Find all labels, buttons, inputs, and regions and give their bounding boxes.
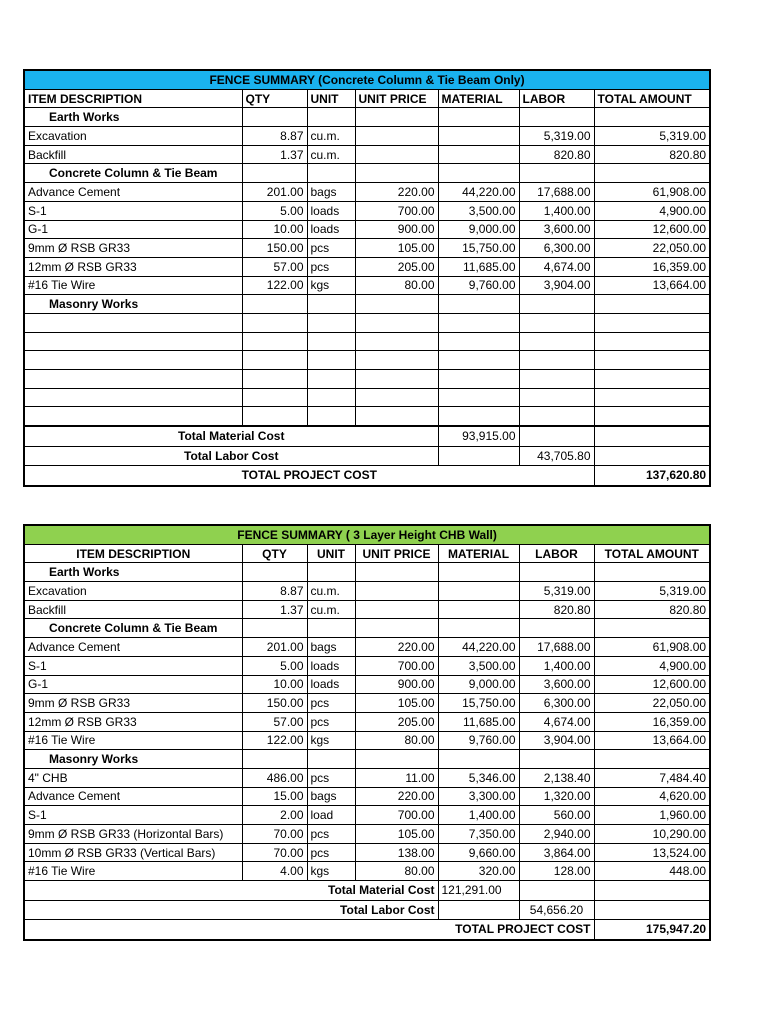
item-unit-price: 205.00: [355, 257, 438, 276]
total-labor-row: [24, 900, 710, 920]
section-title: Earth Works: [24, 108, 242, 127]
item-qty: 70.00: [242, 843, 307, 862]
item-labor: 820.80: [519, 145, 594, 164]
header-unit-price: UNIT PRICE: [355, 544, 438, 563]
item-labor: 4,674.00: [519, 712, 594, 731]
item-description: Excavation: [24, 127, 242, 146]
item-material: 15,750.00: [438, 239, 519, 258]
fence-summary-concrete-sheet: [23, 69, 709, 487]
item-unit-price: 900.00: [355, 675, 438, 694]
item-total-amount: 12,600.00: [594, 675, 710, 694]
item-material: 9,000.00: [438, 675, 519, 694]
header-material: MATERIAL: [438, 544, 519, 563]
item-unit: pcs: [307, 694, 355, 713]
item-description: S-1: [24, 201, 242, 220]
item-total-amount: 22,050.00: [594, 239, 710, 258]
item-material: 15,750.00: [438, 694, 519, 713]
item-unit: kgs: [307, 862, 355, 881]
summary-table-1: [23, 69, 711, 487]
item-total-amount: 61,908.00: [594, 638, 710, 657]
header-row: [24, 89, 710, 108]
section-row: [24, 108, 710, 127]
item-qty: 150.00: [242, 239, 307, 258]
item-material: 11,685.00: [438, 712, 519, 731]
blank-row: [24, 351, 710, 370]
item-unit: pcs: [307, 843, 355, 862]
item-description: 9mm Ø RSB GR33 (Horizontal Bars): [24, 825, 242, 844]
item-description: 9mm Ø RSB GR33: [24, 694, 242, 713]
item-material: 9,760.00: [438, 731, 519, 750]
item-material: 1,400.00: [438, 806, 519, 825]
total-material-label: Total Material Cost: [24, 426, 438, 446]
item-labor: 560.00: [519, 806, 594, 825]
section-row: [24, 295, 710, 314]
header-unit-price: UNIT PRICE: [355, 89, 438, 108]
blank-row: [24, 370, 710, 389]
item-material: 5,346.00: [438, 768, 519, 787]
item-unit-price: 220.00: [355, 787, 438, 806]
table-row: [24, 201, 710, 220]
item-qty: 1.37: [242, 600, 307, 619]
item-qty: 5.00: [242, 201, 307, 220]
section-title: Masonry Works: [24, 295, 242, 314]
item-qty: 122.00: [242, 276, 307, 295]
item-unit: loads: [307, 656, 355, 675]
item-material: [438, 127, 519, 146]
total-material-row: [24, 881, 710, 901]
item-unit-price: 220.00: [355, 638, 438, 657]
item-unit: pcs: [307, 239, 355, 258]
item-unit: loads: [307, 201, 355, 220]
section-title: Earth Works: [24, 563, 242, 582]
item-unit: cu.m.: [307, 600, 355, 619]
table-row: [24, 731, 710, 750]
item-material: 9,000.00: [438, 220, 519, 239]
header-qty: QTY: [242, 544, 307, 563]
item-unit-price: 80.00: [355, 276, 438, 295]
item-qty: 70.00: [242, 825, 307, 844]
blank-row: [24, 407, 710, 426]
header-total-amount: TOTAL AMOUNT: [594, 544, 710, 563]
table-row: [24, 220, 710, 239]
item-total-amount: 820.80: [594, 600, 710, 619]
item-labor: 5,319.00: [519, 582, 594, 601]
header-qty: QTY: [242, 89, 307, 108]
item-description: 12mm Ø RSB GR33: [24, 257, 242, 276]
item-labor: 3,904.00: [519, 276, 594, 295]
table-row: [24, 806, 710, 825]
total-material-row: [24, 426, 710, 446]
item-description: Advance Cement: [24, 183, 242, 202]
table-title: FENCE SUMMARY (Concrete Column & Tie Beam Only): [24, 70, 710, 89]
item-total-amount: 4,620.00: [594, 787, 710, 806]
item-qty: 15.00: [242, 787, 307, 806]
item-material: 3,500.00: [438, 656, 519, 675]
item-labor: 3,600.00: [519, 675, 594, 694]
item-unit: load: [307, 806, 355, 825]
item-labor: 128.00: [519, 862, 594, 881]
total-material-value: 93,915.00: [438, 426, 519, 446]
item-unit-price: 80.00: [355, 862, 438, 881]
item-description: Backfill: [24, 145, 242, 164]
item-labor: 6,300.00: [519, 239, 594, 258]
item-material: [438, 600, 519, 619]
table-row: [24, 694, 710, 713]
table-row: [24, 675, 710, 694]
total-labor-label: Total Labor Cost: [24, 900, 438, 920]
item-description: Excavation: [24, 582, 242, 601]
item-unit-price: [355, 600, 438, 619]
item-unit-price: 105.00: [355, 825, 438, 844]
table-title: FENCE SUMMARY ( 3 Layer Height CHB Wall): [24, 525, 710, 544]
header-labor: LABOR: [519, 89, 594, 108]
header-unit: UNIT: [307, 544, 355, 563]
item-total-amount: 13,664.00: [594, 276, 710, 295]
item-labor: 5,319.00: [519, 127, 594, 146]
item-qty: 57.00: [242, 712, 307, 731]
item-description: G-1: [24, 675, 242, 694]
item-unit-price: 105.00: [355, 239, 438, 258]
item-qty: 122.00: [242, 731, 307, 750]
blank-row: [24, 388, 710, 407]
item-unit: cu.m.: [307, 582, 355, 601]
total-labor-label: Total Labor Cost: [24, 446, 438, 466]
header-item-description: ITEM DESCRIPTION: [24, 544, 242, 563]
section-title: Concrete Column & Tie Beam: [24, 619, 242, 638]
total-material-value: 121,291.00: [438, 881, 519, 901]
section-title: Masonry Works: [24, 750, 242, 769]
table-row: [24, 638, 710, 657]
item-total-amount: 4,900.00: [594, 656, 710, 675]
section-row: [24, 750, 710, 769]
item-material: 9,760.00: [438, 276, 519, 295]
item-qty: 2.00: [242, 806, 307, 825]
item-total-amount: 1,960.00: [594, 806, 710, 825]
item-qty: 201.00: [242, 183, 307, 202]
section-row: [24, 563, 710, 582]
item-labor: 6,300.00: [519, 694, 594, 713]
table-row: [24, 787, 710, 806]
item-total-amount: 10,290.00: [594, 825, 710, 844]
item-description: #16 Tie Wire: [24, 731, 242, 750]
item-labor: 2,138.40: [519, 768, 594, 787]
item-qty: 201.00: [242, 638, 307, 657]
table-title-row: [24, 525, 710, 544]
table-row: [24, 257, 710, 276]
item-material: 11,685.00: [438, 257, 519, 276]
table-row: [24, 712, 710, 731]
item-unit: pcs: [307, 768, 355, 787]
item-qty: 5.00: [242, 656, 307, 675]
item-labor: 3,864.00: [519, 843, 594, 862]
item-qty: 8.87: [242, 127, 307, 146]
item-total-amount: 13,524.00: [594, 843, 710, 862]
header-item-description: ITEM DESCRIPTION: [24, 89, 242, 108]
item-total-amount: 820.80: [594, 145, 710, 164]
item-description: 10mm Ø RSB GR33 (Vertical Bars): [24, 843, 242, 862]
item-description: S-1: [24, 806, 242, 825]
item-unit-price: 220.00: [355, 183, 438, 202]
item-total-amount: 61,908.00: [594, 183, 710, 202]
header-row: [24, 544, 710, 563]
item-unit: kgs: [307, 731, 355, 750]
item-qty: 10.00: [242, 220, 307, 239]
header-total-amount: TOTAL AMOUNT: [594, 89, 710, 108]
table-row: [24, 656, 710, 675]
item-qty: 4.00: [242, 862, 307, 881]
item-labor: 820.80: [519, 600, 594, 619]
header-labor: LABOR: [519, 544, 594, 563]
item-labor: 17,688.00: [519, 638, 594, 657]
item-material: 320.00: [438, 862, 519, 881]
item-labor: 1,320.00: [519, 787, 594, 806]
item-unit-price: 900.00: [355, 220, 438, 239]
item-labor: 2,940.00: [519, 825, 594, 844]
item-material: 7,350.00: [438, 825, 519, 844]
item-unit-price: 105.00: [355, 694, 438, 713]
item-material: [438, 582, 519, 601]
item-qty: 150.00: [242, 694, 307, 713]
item-description: Backfill: [24, 600, 242, 619]
item-description: 9mm Ø RSB GR33: [24, 239, 242, 258]
blank-row: [24, 313, 710, 332]
table-row: [24, 862, 710, 881]
fence-summary-chb-sheet: [23, 524, 709, 941]
item-total-amount: 12,600.00: [594, 220, 710, 239]
item-unit-price: [355, 145, 438, 164]
item-material: 9,660.00: [438, 843, 519, 862]
item-unit-price: 700.00: [355, 201, 438, 220]
blank-row: [24, 332, 710, 351]
item-total-amount: 16,359.00: [594, 257, 710, 276]
total-labor-value: 54,656.20: [519, 900, 594, 920]
item-unit: pcs: [307, 825, 355, 844]
table-row: [24, 582, 710, 601]
item-unit: pcs: [307, 712, 355, 731]
item-unit-price: [355, 582, 438, 601]
item-unit-price: 205.00: [355, 712, 438, 731]
item-total-amount: 7,484.40: [594, 768, 710, 787]
header-material: MATERIAL: [438, 89, 519, 108]
item-material: 44,220.00: [438, 183, 519, 202]
table-row: [24, 843, 710, 862]
item-unit: bags: [307, 787, 355, 806]
item-unit: bags: [307, 638, 355, 657]
item-total-amount: 13,664.00: [594, 731, 710, 750]
item-total-amount: 22,050.00: [594, 694, 710, 713]
item-description: S-1: [24, 656, 242, 675]
table-row: [24, 768, 710, 787]
item-material: 3,500.00: [438, 201, 519, 220]
table-row: [24, 276, 710, 295]
table-title-row: [24, 70, 710, 89]
section-row: [24, 619, 710, 638]
total-material-label: Total Material Cost: [24, 881, 438, 901]
total-project-row: [24, 920, 710, 940]
item-qty: 10.00: [242, 675, 307, 694]
item-description: Advance Cement: [24, 638, 242, 657]
item-unit: loads: [307, 675, 355, 694]
item-description: #16 Tie Wire: [24, 862, 242, 881]
item-unit: loads: [307, 220, 355, 239]
table-row: [24, 127, 710, 146]
item-total-amount: 4,900.00: [594, 201, 710, 220]
item-description: 4" CHB: [24, 768, 242, 787]
item-labor: 17,688.00: [519, 183, 594, 202]
table-row: [24, 600, 710, 619]
section-row: [24, 164, 710, 183]
item-description: 12mm Ø RSB GR33: [24, 712, 242, 731]
item-description: Advance Cement: [24, 787, 242, 806]
item-qty: 486.00: [242, 768, 307, 787]
total-labor-row: [24, 446, 710, 466]
item-unit-price: 11.00: [355, 768, 438, 787]
item-qty: 1.37: [242, 145, 307, 164]
item-unit-price: 700.00: [355, 656, 438, 675]
item-labor: 1,400.00: [519, 201, 594, 220]
item-description: #16 Tie Wire: [24, 276, 242, 295]
item-unit: kgs: [307, 276, 355, 295]
item-qty: 8.87: [242, 582, 307, 601]
total-project-value: 137,620.80: [594, 466, 710, 486]
table-row: [24, 825, 710, 844]
item-qty: 57.00: [242, 257, 307, 276]
header-unit: UNIT: [307, 89, 355, 108]
table-row: [24, 183, 710, 202]
item-labor: 3,904.00: [519, 731, 594, 750]
item-unit-price: 80.00: [355, 731, 438, 750]
item-unit-price: 700.00: [355, 806, 438, 825]
item-unit: pcs: [307, 257, 355, 276]
total-project-label: TOTAL PROJECT COST: [24, 466, 594, 486]
total-labor-value: 43,705.80: [519, 446, 594, 466]
item-unit: bags: [307, 183, 355, 202]
total-project-row: [24, 466, 710, 486]
item-total-amount: 16,359.00: [594, 712, 710, 731]
item-total-amount: 5,319.00: [594, 582, 710, 601]
item-unit-price: [355, 127, 438, 146]
total-project-value: 175,947.20: [594, 920, 710, 940]
item-unit-price: 138.00: [355, 843, 438, 862]
item-unit: cu.m.: [307, 145, 355, 164]
item-total-amount: 5,319.00: [594, 127, 710, 146]
table-row: [24, 145, 710, 164]
item-description: G-1: [24, 220, 242, 239]
table-row: [24, 239, 710, 258]
item-material: [438, 145, 519, 164]
section-title: Concrete Column & Tie Beam: [24, 164, 242, 183]
item-labor: 1,400.00: [519, 656, 594, 675]
item-labor: 4,674.00: [519, 257, 594, 276]
item-labor: 3,600.00: [519, 220, 594, 239]
item-material: 3,300.00: [438, 787, 519, 806]
item-material: 44,220.00: [438, 638, 519, 657]
item-unit: cu.m.: [307, 127, 355, 146]
total-project-label: TOTAL PROJECT COST: [24, 920, 594, 940]
item-total-amount: 448.00: [594, 862, 710, 881]
summary-table-2: [23, 524, 711, 941]
